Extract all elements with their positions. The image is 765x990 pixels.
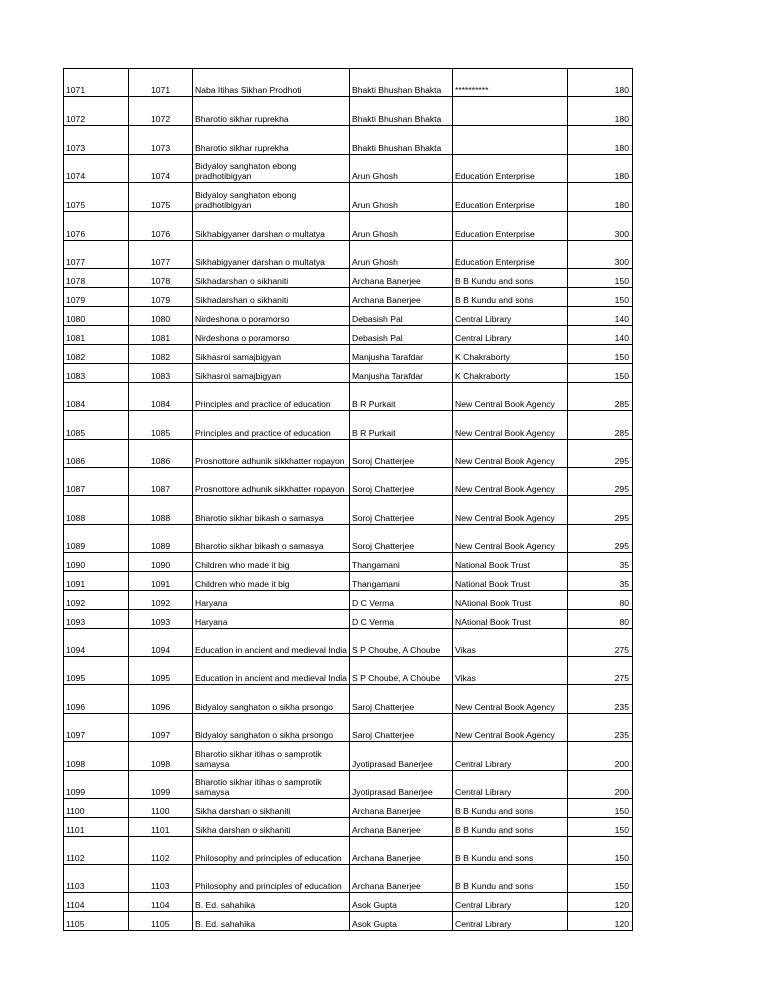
cell-serial-no: 1101	[64, 818, 129, 837]
cell-book-title: Prosnottore adhunik sikkhatter ropayon	[193, 440, 350, 468]
cell-book-title: Bharotio sikhar itihas o samprotik samaysa	[193, 742, 350, 771]
cell-price: 120	[568, 912, 633, 931]
table-row	[64, 212, 633, 241]
cell-book-title: Bidyaloy sanghaton ebong pradhotibigyan	[193, 183, 350, 212]
table-row	[64, 468, 633, 496]
cell-book-title: Sikhadarshan o sikhaniti	[193, 269, 350, 288]
cell-price: 275	[568, 629, 633, 657]
cell-serial-no: 1100	[64, 799, 129, 818]
cell-publisher: Central Library	[453, 326, 568, 345]
table-row	[64, 241, 633, 269]
cell-publisher: National Book Trust	[453, 572, 568, 591]
cell-author: Arun Ghosh	[350, 241, 453, 269]
cell-serial-no: 1081	[64, 326, 129, 345]
cell-serial-no: 1078	[64, 269, 129, 288]
cell-book-title: Philosophy and principles of education	[193, 865, 350, 893]
table-row	[64, 912, 633, 931]
cell-accession-no: 1085	[129, 411, 193, 440]
cell-book-title: Bharotio sikhar bikash o samasya	[193, 496, 350, 525]
cell-publisher: New Central Book Agency	[453, 468, 568, 496]
cell-book-title: Bidyaloy sanghaton o sikha prsongo	[193, 714, 350, 742]
table-row	[64, 496, 633, 525]
cell-book-title: Children who made it big	[193, 572, 350, 591]
cell-accession-no: 1105	[129, 912, 193, 931]
cell-book-title: Children who made it big	[193, 553, 350, 572]
cell-author: B R Purkait	[350, 411, 453, 440]
cell-accession-no: 1076	[129, 212, 193, 241]
cell-book-title: Sikha darshan o sikhaniti	[193, 818, 350, 837]
cell-serial-no: 1080	[64, 307, 129, 326]
cell-serial-no: 1072	[64, 97, 129, 126]
table-row	[64, 183, 633, 212]
cell-accession-no: 1101	[129, 818, 193, 837]
cell-book-title: Bharotio sikhar itihas o samprotik samaysa	[193, 771, 350, 799]
cell-price: 150	[568, 799, 633, 818]
cell-book-title: Haryana	[193, 591, 350, 610]
cell-book-title: Haryana	[193, 610, 350, 629]
cell-publisher: National Book Trust	[453, 553, 568, 572]
table-row	[64, 657, 633, 685]
cell-serial-no: 1091	[64, 572, 129, 591]
cell-publisher: NAtional Book Trust	[453, 610, 568, 629]
cell-price: 80	[568, 610, 633, 629]
cell-author: Thangamani	[350, 553, 453, 572]
cell-author: Debasish Pal	[350, 326, 453, 345]
cell-publisher: Education Enterprise	[453, 212, 568, 241]
cell-author: Archana Banerjee	[350, 865, 453, 893]
cell-publisher: New Central Book Agency	[453, 411, 568, 440]
cell-accession-no: 1081	[129, 326, 193, 345]
cell-serial-no: 1077	[64, 241, 129, 269]
cell-book-title: Bharotio sikhar ruprekha	[193, 97, 350, 126]
cell-price: 200	[568, 742, 633, 771]
cell-serial-no: 1095	[64, 657, 129, 685]
table-row	[64, 893, 633, 912]
cell-book-title: Bidyaloy sanghaton ebong pradhotibigyan	[193, 155, 350, 183]
cell-price: 180	[568, 183, 633, 212]
cell-book-title: Sikhabigyaner darshan o multatya	[193, 212, 350, 241]
cell-price: 150	[568, 288, 633, 307]
cell-publisher: **********	[453, 69, 568, 97]
cell-author: Saroj Chatterjee	[350, 714, 453, 742]
cell-price: 35	[568, 553, 633, 572]
cell-publisher: B B Kundu and sons	[453, 837, 568, 865]
table-row	[64, 69, 633, 97]
cell-book-title: Bharotio sikhar bikash o samasya	[193, 525, 350, 553]
cell-accession-no: 1083	[129, 364, 193, 383]
cell-author: Asok Gupta	[350, 893, 453, 912]
table-row	[64, 865, 633, 893]
cell-book-title: Philosophy and principles of education	[193, 837, 350, 865]
cell-book-title: Nirdeshona o poramorso	[193, 326, 350, 345]
cell-accession-no: 1074	[129, 155, 193, 183]
cell-publisher: B B Kundu and sons	[453, 799, 568, 818]
cell-serial-no: 1086	[64, 440, 129, 468]
table-row	[64, 525, 633, 553]
cell-publisher: New Central Book Agency	[453, 496, 568, 525]
table-row	[64, 685, 633, 714]
table-row	[64, 411, 633, 440]
cell-serial-no: 1099	[64, 771, 129, 799]
cell-publisher: New Central Book Agency	[453, 685, 568, 714]
cell-accession-no: 1079	[129, 288, 193, 307]
cell-author: Manjusha Tarafdar	[350, 364, 453, 383]
cell-serial-no: 1074	[64, 155, 129, 183]
cell-serial-no: 1071	[64, 69, 129, 97]
cell-book-title: Sikha darshan o sikhaniti	[193, 799, 350, 818]
cell-serial-no: 1083	[64, 364, 129, 383]
cell-book-title: Sikhabigyaner darshan o multatya	[193, 241, 350, 269]
cell-price: 180	[568, 126, 633, 155]
cell-serial-no: 1084	[64, 383, 129, 411]
cell-author: D C Verma	[350, 591, 453, 610]
cell-accession-no: 1089	[129, 525, 193, 553]
cell-accession-no: 1099	[129, 771, 193, 799]
cell-publisher: New Central Book Agency	[453, 714, 568, 742]
cell-author: Archana Banerjee	[350, 269, 453, 288]
cell-price: 180	[568, 97, 633, 126]
table-row	[64, 155, 633, 183]
cell-price: 285	[568, 411, 633, 440]
table-row	[64, 126, 633, 155]
cell-accession-no: 1082	[129, 345, 193, 364]
cell-author: Soroj Chatterjee	[350, 440, 453, 468]
cell-accession-no: 1098	[129, 742, 193, 771]
cell-author: S P Choube, A Choube	[350, 657, 453, 685]
cell-author: S P Choube, A Choube	[350, 629, 453, 657]
cell-author: B R Purkait	[350, 383, 453, 411]
table-row	[64, 269, 633, 288]
table-row	[64, 610, 633, 629]
cell-price: 300	[568, 241, 633, 269]
cell-book-title: Bidyaloy sanghaton o sikha prsongo	[193, 685, 350, 714]
cell-price: 295	[568, 496, 633, 525]
cell-author: Arun Ghosh	[350, 212, 453, 241]
cell-accession-no: 1092	[129, 591, 193, 610]
cell-serial-no: 1104	[64, 893, 129, 912]
cell-price: 120	[568, 893, 633, 912]
cell-accession-no: 1078	[129, 269, 193, 288]
cell-serial-no: 1098	[64, 742, 129, 771]
cell-book-title: Principles and practice of education	[193, 383, 350, 411]
cell-serial-no: 1097	[64, 714, 129, 742]
cell-price: 295	[568, 468, 633, 496]
cell-accession-no: 1091	[129, 572, 193, 591]
cell-price: 180	[568, 69, 633, 97]
cell-accession-no: 1087	[129, 468, 193, 496]
cell-accession-no: 1093	[129, 610, 193, 629]
cell-price: 150	[568, 345, 633, 364]
table-row	[64, 364, 633, 383]
cell-book-title: Education in ancient and medieval India	[193, 629, 350, 657]
cell-accession-no: 1075	[129, 183, 193, 212]
table-row	[64, 714, 633, 742]
cell-publisher: B B Kundu and sons	[453, 865, 568, 893]
cell-publisher: New Central Book Agency	[453, 440, 568, 468]
cell-serial-no: 1090	[64, 553, 129, 572]
cell-price: 150	[568, 818, 633, 837]
cell-serial-no: 1094	[64, 629, 129, 657]
cell-serial-no: 1092	[64, 591, 129, 610]
cell-publisher: Education Enterprise	[453, 241, 568, 269]
cell-book-title: Naba Itihas Sikhan Prodhoti	[193, 69, 350, 97]
cell-publisher: Education Enterprise	[453, 183, 568, 212]
table-row	[64, 591, 633, 610]
cell-book-title: Sikhasroi samajbigyan	[193, 364, 350, 383]
cell-author: Asok Gupta	[350, 912, 453, 931]
table-row	[64, 440, 633, 468]
book-catalog-table	[63, 68, 633, 931]
cell-price: 150	[568, 865, 633, 893]
cell-publisher: New Central Book Agency	[453, 525, 568, 553]
book-catalog-sheet	[63, 68, 633, 931]
cell-price: 35	[568, 572, 633, 591]
cell-author: Bhakti Bhushan Bhakta	[350, 97, 453, 126]
cell-publisher: Central Library	[453, 307, 568, 326]
cell-author: Debasish Pal	[350, 307, 453, 326]
cell-accession-no: 1073	[129, 126, 193, 155]
cell-accession-no: 1100	[129, 799, 193, 818]
cell-book-title: Sikhadarshan o sikhaniti	[193, 288, 350, 307]
cell-publisher: B B Kundu and sons	[453, 818, 568, 837]
table-body	[64, 69, 633, 931]
cell-serial-no: 1079	[64, 288, 129, 307]
cell-accession-no: 1084	[129, 383, 193, 411]
cell-book-title: Education in ancient and medieval India	[193, 657, 350, 685]
cell-price: 300	[568, 212, 633, 241]
table-row	[64, 837, 633, 865]
cell-publisher: Central Library	[453, 771, 568, 799]
cell-price: 150	[568, 269, 633, 288]
cell-serial-no: 1103	[64, 865, 129, 893]
cell-serial-no: 1093	[64, 610, 129, 629]
cell-price: 235	[568, 714, 633, 742]
cell-serial-no: 1105	[64, 912, 129, 931]
cell-accession-no: 1104	[129, 893, 193, 912]
cell-author: Jyotiprasad Banerjee	[350, 771, 453, 799]
cell-author: Jyotiprasad Banerjee	[350, 742, 453, 771]
cell-publisher: B B Kundu and sons	[453, 269, 568, 288]
cell-price: 150	[568, 837, 633, 865]
table-row	[64, 307, 633, 326]
table-row	[64, 818, 633, 837]
cell-accession-no: 1090	[129, 553, 193, 572]
cell-publisher: Vikas	[453, 657, 568, 685]
cell-accession-no: 1086	[129, 440, 193, 468]
cell-accession-no: 1071	[129, 69, 193, 97]
cell-price: 80	[568, 591, 633, 610]
cell-accession-no: 1103	[129, 865, 193, 893]
cell-serial-no: 1082	[64, 345, 129, 364]
table-row	[64, 326, 633, 345]
cell-price: 140	[568, 326, 633, 345]
cell-serial-no: 1089	[64, 525, 129, 553]
cell-book-title: B. Ed. sahahika	[193, 912, 350, 931]
cell-price: 150	[568, 364, 633, 383]
cell-author: Bhakti Bhushan Bhakta	[350, 69, 453, 97]
cell-publisher	[453, 126, 568, 155]
cell-publisher: B B Kundu and sons	[453, 288, 568, 307]
cell-author: Archana Banerjee	[350, 288, 453, 307]
cell-author: D C Verma	[350, 610, 453, 629]
cell-author: Thangamani	[350, 572, 453, 591]
cell-book-title: B. Ed. sahahika	[193, 893, 350, 912]
cell-book-title: Sikhasroi samajbigyan	[193, 345, 350, 364]
cell-publisher: Central Library	[453, 912, 568, 931]
cell-serial-no: 1096	[64, 685, 129, 714]
cell-serial-no: 1076	[64, 212, 129, 241]
table-row	[64, 572, 633, 591]
cell-publisher: K Chakraborty	[453, 364, 568, 383]
table-row	[64, 288, 633, 307]
table-row	[64, 97, 633, 126]
cell-price: 275	[568, 657, 633, 685]
cell-author: Saroj Chatterjee	[350, 685, 453, 714]
cell-author: Manjusha Tarafdar	[350, 345, 453, 364]
cell-author: Archana Banerjee	[350, 818, 453, 837]
cell-price: 180	[568, 155, 633, 183]
table-row	[64, 629, 633, 657]
cell-accession-no: 1095	[129, 657, 193, 685]
table-row	[64, 771, 633, 799]
cell-publisher: Education Enterprise	[453, 155, 568, 183]
cell-book-title: Principles and practice of education	[193, 411, 350, 440]
cell-author: Archana Banerjee	[350, 799, 453, 818]
cell-serial-no: 1073	[64, 126, 129, 155]
cell-serial-no: 1087	[64, 468, 129, 496]
cell-serial-no: 1102	[64, 837, 129, 865]
cell-accession-no: 1080	[129, 307, 193, 326]
cell-author: Soroj Chatterjee	[350, 525, 453, 553]
cell-author: Bhakti Bhushan Bhakta	[350, 126, 453, 155]
cell-accession-no: 1102	[129, 837, 193, 865]
cell-author: Arun Ghosh	[350, 183, 453, 212]
cell-accession-no: 1096	[129, 685, 193, 714]
cell-price: 295	[568, 440, 633, 468]
cell-book-title: Prosnottore adhunik sikkhatter ropayon	[193, 468, 350, 496]
cell-price: 285	[568, 383, 633, 411]
cell-author: Soroj Chatterjee	[350, 496, 453, 525]
cell-publisher: NAtional Book Trust	[453, 591, 568, 610]
cell-accession-no: 1072	[129, 97, 193, 126]
cell-accession-no: 1094	[129, 629, 193, 657]
table-row	[64, 799, 633, 818]
cell-publisher: New Central Book Agency	[453, 383, 568, 411]
cell-publisher: Central Library	[453, 742, 568, 771]
cell-price: 235	[568, 685, 633, 714]
cell-author: Soroj Chatterjee	[350, 468, 453, 496]
table-row	[64, 742, 633, 771]
cell-author: Arun Ghosh	[350, 155, 453, 183]
cell-book-title: Nirdeshona o poramorso	[193, 307, 350, 326]
cell-price: 295	[568, 525, 633, 553]
cell-price: 140	[568, 307, 633, 326]
cell-author: Archana Banerjee	[350, 837, 453, 865]
cell-serial-no: 1075	[64, 183, 129, 212]
cell-price: 200	[568, 771, 633, 799]
cell-publisher: Central Library	[453, 893, 568, 912]
cell-accession-no: 1077	[129, 241, 193, 269]
cell-publisher: Vikas	[453, 629, 568, 657]
cell-accession-no: 1088	[129, 496, 193, 525]
table-row	[64, 383, 633, 411]
cell-serial-no: 1088	[64, 496, 129, 525]
cell-accession-no: 1097	[129, 714, 193, 742]
cell-publisher: K Chakraborty	[453, 345, 568, 364]
cell-publisher	[453, 97, 568, 126]
cell-book-title: Bharotio sikhar ruprekha	[193, 126, 350, 155]
cell-serial-no: 1085	[64, 411, 129, 440]
table-row	[64, 345, 633, 364]
table-row	[64, 553, 633, 572]
